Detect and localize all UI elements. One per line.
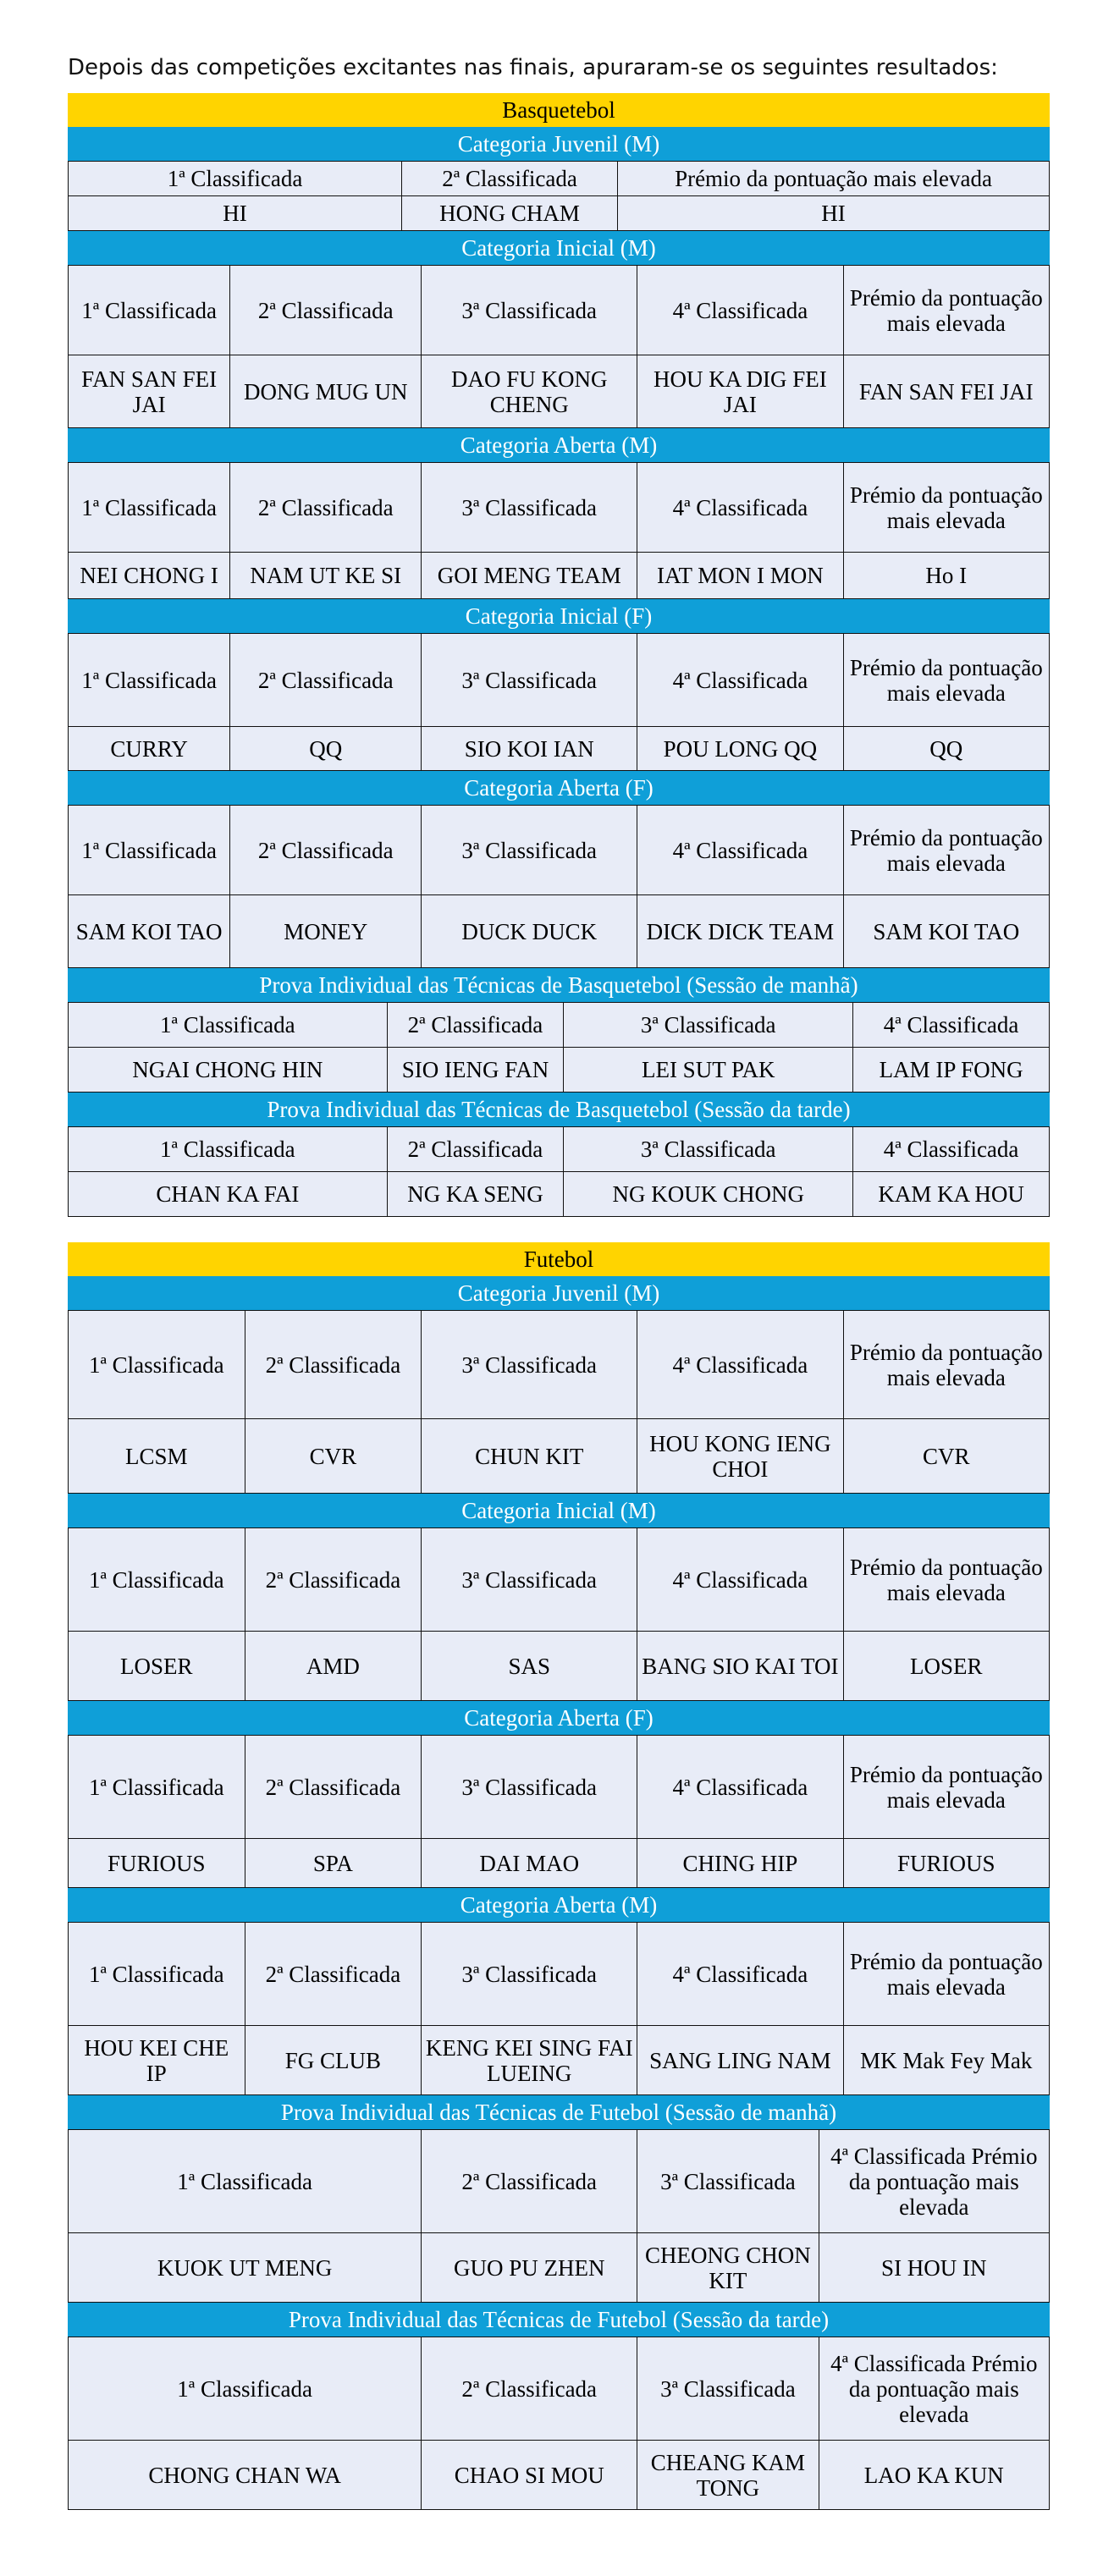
winner-cell: DAO FU KONG CHENG (422, 355, 637, 428)
winner-cell: SPA (245, 1839, 422, 1888)
placing-header-cell: 3ª Classificada (422, 806, 637, 895)
winner-cell: DICK DICK TEAM (637, 895, 843, 968)
results-table (68, 633, 1050, 771)
winner-cell: SANG LING NAM (637, 2026, 843, 2095)
placing-header-cell: Prémio da pontuação mais elevada (843, 1528, 1049, 1632)
winner-cell: QQ (230, 727, 422, 771)
winner-cell: CHEANG KAM TONG (637, 2441, 819, 2510)
placing-header-cell: 3ª Classificada (422, 1736, 637, 1839)
category-title: Categoria Juvenil (M) (68, 1276, 1050, 1310)
placing-header-cell: 4ª Classificada (637, 266, 843, 355)
header-row (69, 806, 1050, 895)
placing-header-cell: 1ª Classificada (69, 806, 230, 895)
winner-row (69, 1419, 1050, 1494)
winner-row (69, 895, 1050, 968)
placing-header-cell: 4ª Classificada (637, 1311, 843, 1419)
header-row (69, 1528, 1050, 1632)
winner-cell: HONG CHAM (402, 196, 618, 231)
placing-header-cell: 3ª Classificada (422, 1311, 637, 1419)
winner-cell: CHING HIP (637, 1839, 843, 1888)
results-table (68, 462, 1050, 599)
placing-header-cell: 3ª Classificada (422, 1528, 637, 1632)
category-title: Categoria Inicial (F) (68, 599, 1050, 633)
placing-header-cell: 1ª Classificada (69, 1736, 245, 1839)
placing-header-cell: 4ª Classificada Prémio da pontuação mais elevada (819, 2130, 1049, 2233)
placing-header-cell: 4ª Classificada (637, 806, 843, 895)
winner-cell: SAM KOI TAO (69, 895, 230, 968)
placing-header-cell: 2ª Classificada (230, 634, 422, 727)
winner-cell: NAM UT KE SI (230, 553, 422, 599)
placing-header-cell: Prémio da pontuação mais elevada (843, 806, 1049, 895)
placing-header-cell: 3ª Classificada (422, 634, 637, 727)
winner-cell: DONG MUG UN (230, 355, 422, 428)
winner-cell: CHAN KA FAI (69, 1172, 388, 1217)
placing-header-cell: 4ª Classificada (853, 1127, 1050, 1172)
winner-cell: NG KOUK CHONG (564, 1172, 853, 1217)
header-row (69, 2130, 1050, 2233)
placing-header-cell: 2ª Classificada (422, 2337, 637, 2441)
winner-row (69, 1048, 1050, 1093)
results-table (68, 805, 1050, 968)
results-table (68, 1002, 1050, 1093)
winner-cell: LAM IP FONG (853, 1048, 1050, 1093)
placing-header-cell: Prémio da pontuação mais elevada (843, 266, 1049, 355)
sport-title: Basquetebol (68, 93, 1050, 127)
winner-cell: QQ (843, 727, 1049, 771)
winner-cell: Ho I (843, 553, 1049, 599)
winner-cell: SAM KOI TAO (843, 895, 1049, 968)
winner-row (69, 355, 1050, 428)
winner-cell: MK Mak Fey Mak (843, 2026, 1049, 2095)
placing-header-cell: 4ª Classificada (637, 1923, 843, 2026)
placing-header-cell: 1ª Classificada (69, 634, 230, 727)
winner-row (69, 2026, 1050, 2095)
winner-row (69, 1632, 1050, 1701)
winner-cell: HOU KEI CHE IP (69, 2026, 245, 2095)
header-row (69, 1311, 1050, 1419)
results-table (68, 2129, 1050, 2303)
placing-header-cell: 2ª Classificada (402, 162, 618, 196)
header-row (69, 1923, 1050, 2026)
placing-header-cell: 4ª Classificada Prémio da pontuação mais elevada (819, 2337, 1049, 2441)
winner-cell: FAN SAN FEI JAI (843, 355, 1049, 428)
placing-header-cell: 4ª Classificada (637, 634, 843, 727)
winner-cell: KAM KA HOU (853, 1172, 1050, 1217)
header-row (69, 2337, 1050, 2441)
category-title: Categoria Aberta (F) (68, 771, 1050, 805)
winner-cell: DAI MAO (422, 1839, 637, 1888)
results-page (68, 0, 1050, 2510)
winner-row (69, 553, 1050, 599)
winner-cell: CHONG CHAN WA (69, 2441, 422, 2510)
header-row (69, 1003, 1050, 1048)
winner-cell: CHUN KIT (422, 1419, 637, 1494)
winner-cell: FAN SAN FEI JAI (69, 355, 230, 428)
category-title: Prova Individual das Técnicas de Futebol (Sessão da tarde) (68, 2303, 1050, 2337)
intro-text: Depois das competições excitantes nas finais, apuraram-se os seguintes resultados: (68, 55, 998, 80)
winner-cell: LEI SUT PAK (564, 1048, 853, 1093)
placing-header-cell: 1ª Classificada (69, 2130, 422, 2233)
results-table (68, 1527, 1050, 1701)
winner-cell: CURRY (69, 727, 230, 771)
header-row (69, 463, 1050, 553)
category-title: Categoria Aberta (M) (68, 428, 1050, 462)
winner-cell: HI (618, 196, 1050, 231)
placing-header-cell: 1ª Classificada (69, 1003, 388, 1048)
winner-cell: CHEONG CHON KIT (637, 2233, 819, 2303)
results-table (68, 1126, 1050, 1217)
placing-header-cell: 1ª Classificada (69, 1127, 388, 1172)
winner-cell: LCSM (69, 1419, 245, 1494)
winner-cell: POU LONG QQ (637, 727, 843, 771)
placing-header-cell: 4ª Classificada (637, 1736, 843, 1839)
winner-cell: GUO PU ZHEN (422, 2233, 637, 2303)
winner-cell: HOU KA DIG FEI JAI (637, 355, 843, 428)
placing-header-cell: 2ª Classificada (230, 266, 422, 355)
header-row (69, 162, 1050, 196)
placing-header-cell: 2ª Classificada (245, 1736, 422, 1839)
placing-header-cell: Prémio da pontuação mais elevada (843, 1923, 1049, 2026)
winner-cell: SAS (422, 1632, 637, 1701)
results-table (68, 265, 1050, 428)
category-title: Categoria Aberta (M) (68, 1888, 1050, 1922)
placing-header-cell: 3ª Classificada (422, 1923, 637, 2026)
winner-cell: LOSER (69, 1632, 245, 1701)
winner-cell: SI HOU IN (819, 2233, 1049, 2303)
sport-section (68, 93, 1050, 1217)
winner-row (69, 1839, 1050, 1888)
winner-row (69, 727, 1050, 771)
category-title: Categoria Aberta (F) (68, 1701, 1050, 1735)
placing-header-cell: Prémio da pontuação mais elevada (843, 634, 1049, 727)
header-row (69, 1736, 1050, 1839)
winner-cell: SIO IENG FAN (387, 1048, 564, 1093)
results-table (68, 2337, 1050, 2510)
placing-header-cell: 2ª Classificada (387, 1003, 564, 1048)
category-title: Prova Individual das Técnicas de Futebol (Sessão de manhã) (68, 2095, 1050, 2129)
placing-header-cell: 1ª Classificada (69, 266, 230, 355)
winner-cell: FURIOUS (69, 1839, 245, 1888)
winner-cell: MONEY (230, 895, 422, 968)
winner-row (69, 2233, 1050, 2303)
winner-cell: HOU KONG IENG CHOI (637, 1419, 843, 1494)
placing-header-cell: Prémio da pontuação mais elevada (618, 162, 1050, 196)
placing-header-cell: 1ª Classificada (69, 463, 230, 553)
category-title: Categoria Juvenil (M) (68, 127, 1050, 161)
winner-cell: AMD (245, 1632, 422, 1701)
winner-cell: NEI CHONG I (69, 553, 230, 599)
category-title: Prova Individual das Técnicas de Basquetebol (Sessão de manhã) (68, 968, 1050, 1002)
placing-header-cell: 4ª Classificada (853, 1003, 1050, 1048)
winner-row (69, 1172, 1050, 1217)
results-table (68, 1310, 1050, 1494)
header-row (69, 1127, 1050, 1172)
winner-row (69, 2441, 1050, 2510)
header-row (69, 634, 1050, 727)
placing-header-cell: Prémio da pontuação mais elevada (843, 1736, 1049, 1839)
placing-header-cell: 4ª Classificada (637, 463, 843, 553)
placing-header-cell: 3ª Classificada (422, 463, 637, 553)
placing-header-cell: 2ª Classificada (230, 463, 422, 553)
results-table (68, 161, 1050, 231)
results-sections (68, 93, 1050, 2510)
placing-header-cell: 2ª Classificada (245, 1528, 422, 1632)
placing-header-cell: 3ª Classificada (637, 2337, 819, 2441)
placing-header-cell: 2ª Classificada (422, 2130, 637, 2233)
winner-cell: KUOK UT MENG (69, 2233, 422, 2303)
results-table (68, 1922, 1050, 2095)
category-title: Categoria Inicial (M) (68, 231, 1050, 265)
winner-cell: CVR (843, 1419, 1049, 1494)
placing-header-cell: 1ª Classificada (69, 1528, 245, 1632)
placing-header-cell: 2ª Classificada (387, 1127, 564, 1172)
placing-header-cell: 3ª Classificada (564, 1127, 853, 1172)
category-title: Categoria Inicial (M) (68, 1494, 1050, 1527)
winner-cell: GOI MENG TEAM (422, 553, 637, 599)
winner-cell: LAO KA KUN (819, 2441, 1049, 2510)
winner-cell: DUCK DUCK (422, 895, 637, 968)
winner-cell: BANG SIO KAI TOI (637, 1632, 843, 1701)
header-row (69, 266, 1050, 355)
placing-header-cell: 1ª Classificada (69, 1311, 245, 1419)
placing-header-cell: 3ª Classificada (422, 266, 637, 355)
winner-cell: HI (69, 196, 402, 231)
winner-cell: NGAI CHONG HIN (69, 1048, 388, 1093)
winner-cell: CHAO SI MOU (422, 2441, 637, 2510)
winner-cell: FG CLUB (245, 2026, 422, 2095)
placing-header-cell: Prémio da pontuação mais elevada (843, 463, 1049, 553)
placing-header-cell: Prémio da pontuação mais elevada (843, 1311, 1049, 1419)
placing-header-cell: 2ª Classificada (245, 1311, 422, 1419)
results-table (68, 1735, 1050, 1888)
placing-header-cell: 1ª Classificada (69, 1923, 245, 2026)
winner-cell: IAT MON I MON (637, 553, 843, 599)
winner-cell: FURIOUS (843, 1839, 1049, 1888)
category-title: Prova Individual das Técnicas de Basquetebol (Sessão da tarde) (68, 1093, 1050, 1126)
placing-header-cell: 3ª Classificada (564, 1003, 853, 1048)
winner-row (69, 196, 1050, 231)
winner-cell: SIO KOI IAN (422, 727, 637, 771)
placing-header-cell: 1ª Classificada (69, 162, 402, 196)
winner-cell: KENG KEI SING FAI LUEING (422, 2026, 637, 2095)
placing-header-cell: 1ª Classificada (69, 2337, 422, 2441)
sport-title: Futebol (68, 1242, 1050, 1276)
placing-header-cell: 4ª Classificada (637, 1528, 843, 1632)
winner-cell: NG KA SENG (387, 1172, 564, 1217)
sport-section (68, 1242, 1050, 2510)
winner-cell: LOSER (843, 1632, 1049, 1701)
winner-cell: CVR (245, 1419, 422, 1494)
placing-header-cell: 2ª Classificada (245, 1923, 422, 2026)
placing-header-cell: 2ª Classificada (230, 806, 422, 895)
placing-header-cell: 3ª Classificada (637, 2130, 819, 2233)
